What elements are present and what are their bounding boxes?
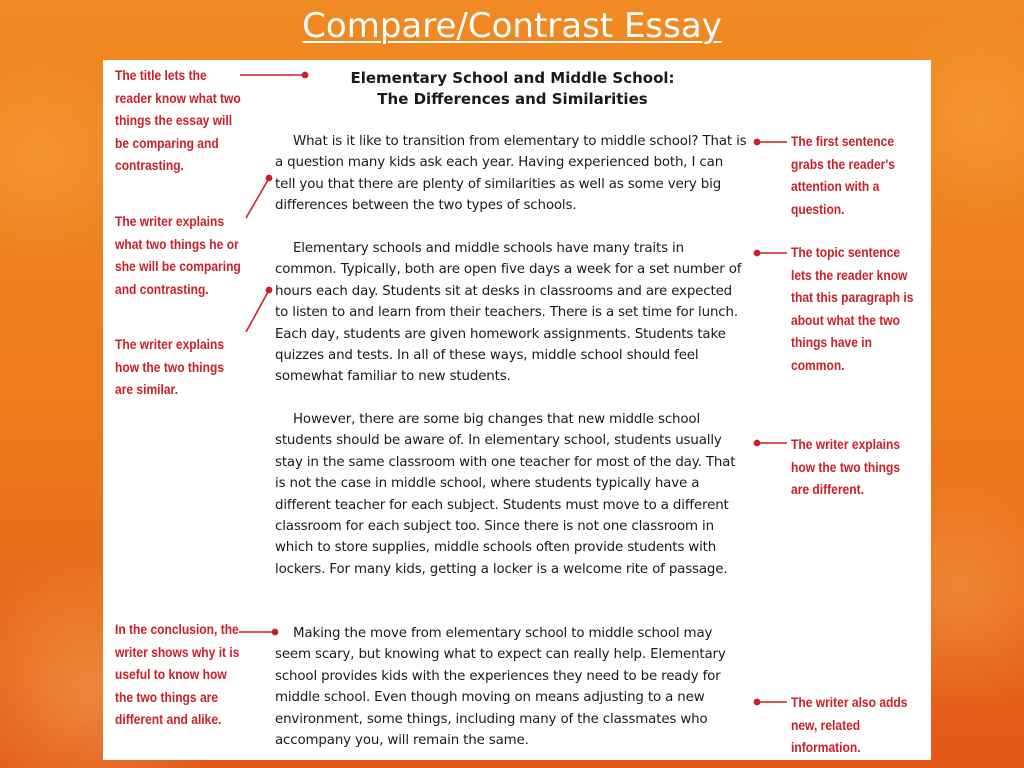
essay-paragraph-differences: However, there are some big changes that new middle school students should be aware of. In elementary school, students usually stay in the same classroom with one teacher for most of the day. That is not the case in middle school, where students typically have a different teacher for each subject. Students must move to a different classroom for each subject too. Since there is not one classroom in which to store supplies, middle schools often provide students with lockers. For many kids, getting a locker is a welcome rite of passage. (275, 412, 736, 577)
connector-intro (246, 180, 268, 218)
annotation-different: The writer explains how the two things are different. (791, 436, 901, 497)
annotation-first-sentence: The first sentence grabs the reader's attention with a question. (791, 133, 895, 217)
connector-first-sentence-dot (754, 139, 759, 144)
essay-page (103, 60, 931, 760)
connector-similar-dot (266, 287, 271, 292)
essay-paragraph-intro: What is it like to transition from elementary to middle school? That is a question many kids ask each year. Having experienced both, I can tell you that there are plenty of similarities as well as some very big differences between the two types of schools. (275, 134, 747, 214)
connector-new-info-dot (754, 699, 759, 704)
connector-title-dot (302, 72, 307, 77)
annotation-conclusion: In the conclusion, the writer shows why it is useful to know how the two things are different and alike. (115, 621, 240, 727)
connector-intro-dot (266, 175, 271, 180)
connector-similar (246, 292, 268, 332)
annotation-title: The title lets the reader know what two things the essay will be comparing and contrasting. (115, 67, 241, 173)
annotation-two-things: The writer explains what two things he or she will be comparing and contrasting. (115, 213, 241, 297)
connector-different-dot (754, 440, 759, 445)
essay-paragraph-similarities: Elementary schools and middle schools have many traits in common. Typically, both are open five days a week for a set number of hours each day. Students sit at desks in classrooms and are expected to listen to and learn from their teachers. There is a set time for lunch. Each day, students are given homework assignments. Students take quizzes and tests. In all of these ways, middle school should feel somewhat familiar to new students. (275, 241, 742, 385)
slide-title: Compare/Contrast Essay (302, 6, 722, 46)
connector-topic-sentence-dot (754, 250, 759, 255)
essay-title (335, 68, 690, 110)
essay-paragraph-conclusion: Making the move from elementary school to middle school may seem scary, but knowing what to expect can really help. Elementary school provides kids with the experiences they need to be ready for middle school. Even though moving on means adjusting to a new environment, some things, including many of the classmates who accompany you, will remain the same. (275, 626, 726, 749)
essay-title-line-2: The Differences and Similarities (377, 90, 648, 108)
annotation-new-info: The writer also adds new, related information. (791, 694, 908, 755)
annotation-similar: The writer explains how the two things are similar. (115, 336, 225, 397)
essay-title-line-1: Elementary School and Middle School: (350, 69, 675, 87)
annotation-topic-sentence: The topic sentence lets the reader know that this paragraph is about what the two things have in common. (791, 244, 914, 373)
